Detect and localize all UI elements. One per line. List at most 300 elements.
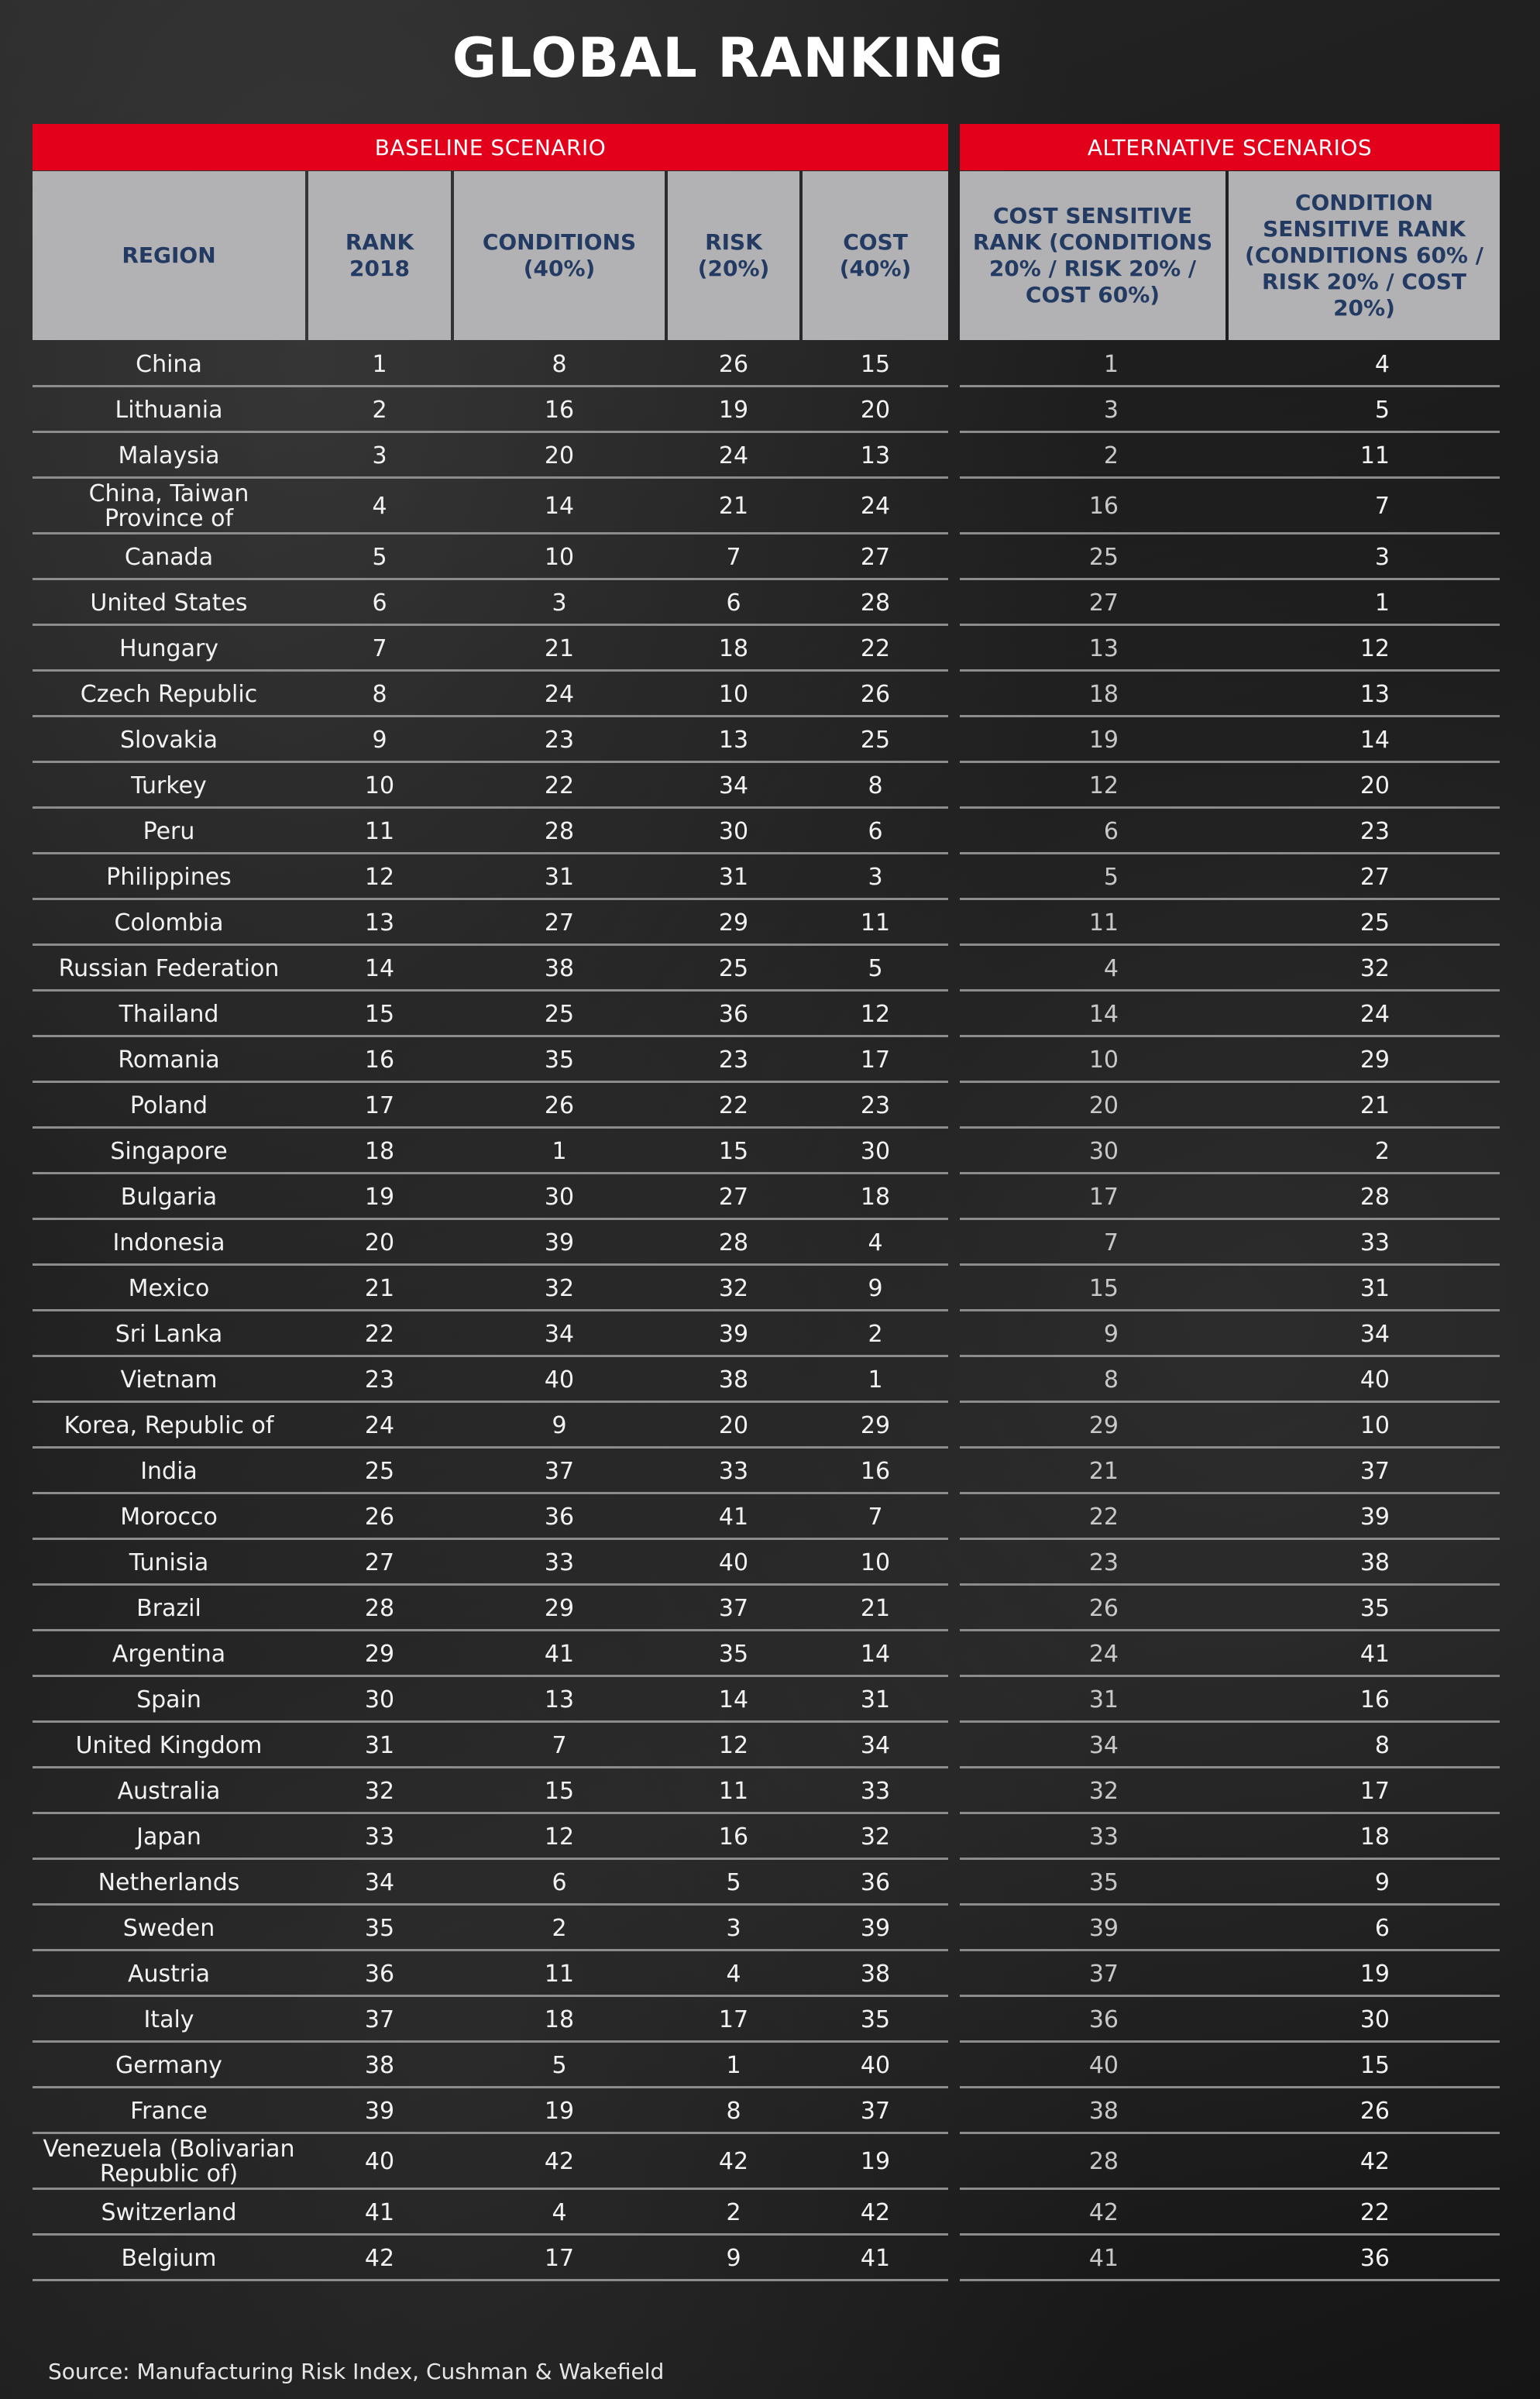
condition-sensitive-rank-cell: 25 xyxy=(1360,909,1390,937)
alternative-scenarios-header: ALTERNATIVE SCENARIOS xyxy=(960,124,1500,170)
risk-cell: 20 xyxy=(718,1411,749,1439)
cost-cell: 31 xyxy=(860,1686,891,1713)
region-cell: Mexico xyxy=(128,1274,210,1302)
condition-sensitive-rank-cell: 33 xyxy=(1360,1229,1390,1256)
column-header-risk: RISK (20%) xyxy=(668,171,799,340)
conditions-cell: 40 xyxy=(544,1366,575,1394)
conditions-cell: 29 xyxy=(544,1594,575,1622)
conditions-cell: 2 xyxy=(552,1914,567,1942)
cost-sensitive-rank-cell: 23 xyxy=(1088,1548,1119,1576)
cost-cell: 32 xyxy=(860,1823,891,1851)
condition-sensitive-rank-cell: 19 xyxy=(1360,1960,1390,1988)
cost-cell: 13 xyxy=(860,442,891,469)
risk-cell: 3 xyxy=(726,1914,741,1942)
region-cell: Slovakia xyxy=(120,726,218,754)
conditions-cell: 5 xyxy=(552,2051,567,2079)
rank-2018-cell: 6 xyxy=(372,589,387,617)
cost-sensitive-rank-cell: 38 xyxy=(1088,2097,1119,2125)
condition-sensitive-rank-cell: 31 xyxy=(1360,1274,1390,1302)
rank-2018-cell: 36 xyxy=(364,1960,395,1988)
cost-cell: 20 xyxy=(860,396,891,424)
conditions-cell: 11 xyxy=(544,1960,575,1988)
cost-cell: 30 xyxy=(860,1137,891,1165)
conditions-cell: 37 xyxy=(544,1457,575,1485)
region-cell: Bulgaria xyxy=(120,1183,218,1211)
risk-cell: 26 xyxy=(718,350,749,378)
region-cell: Belgium xyxy=(121,2244,217,2272)
rank-2018-cell: 39 xyxy=(364,2097,395,2125)
cost-cell: 36 xyxy=(860,1868,891,1896)
cost-sensitive-rank-cell: 41 xyxy=(1088,2244,1119,2272)
condition-sensitive-rank-cell: 28 xyxy=(1360,1183,1390,1211)
conditions-cell: 17 xyxy=(544,2244,575,2272)
region-cell: Russian Federation xyxy=(58,954,280,982)
condition-sensitive-rank-cell: 20 xyxy=(1360,772,1390,799)
cost-sensitive-rank-cell: 11 xyxy=(1088,909,1119,937)
conditions-cell: 41 xyxy=(544,1640,575,1668)
cost-sensitive-rank-cell: 33 xyxy=(1088,1823,1119,1851)
risk-cell: 22 xyxy=(718,1091,749,1119)
condition-sensitive-rank-cell: 11 xyxy=(1360,442,1390,469)
cost-sensitive-rank-cell: 3 xyxy=(1103,396,1119,424)
cost-cell: 16 xyxy=(860,1457,891,1485)
conditions-cell: 4 xyxy=(552,2198,567,2226)
region-cell: Romania xyxy=(118,1046,220,1074)
cost-cell: 28 xyxy=(860,589,891,617)
risk-cell: 35 xyxy=(718,1640,749,1668)
region-cell: Australia xyxy=(117,1777,221,1805)
cost-sensitive-rank-cell: 2 xyxy=(1103,442,1119,469)
cost-cell: 4 xyxy=(868,1229,883,1256)
cost-cell: 42 xyxy=(860,2198,891,2226)
cost-cell: 9 xyxy=(868,1274,883,1302)
rank-2018-cell: 21 xyxy=(364,1274,395,1302)
cost-sensitive-rank-cell: 36 xyxy=(1088,2005,1119,2033)
cost-sensitive-rank-cell: 10 xyxy=(1088,1046,1119,1074)
cost-cell: 15 xyxy=(860,350,891,378)
cost-sensitive-rank-cell: 30 xyxy=(1088,1137,1119,1165)
risk-cell: 10 xyxy=(718,680,749,708)
risk-cell: 30 xyxy=(718,817,749,845)
region-cell: Germany xyxy=(115,2051,222,2079)
cost-sensitive-rank-cell: 16 xyxy=(1088,493,1119,520)
rank-2018-cell: 26 xyxy=(364,1503,395,1531)
condition-sensitive-rank-cell: 26 xyxy=(1360,2097,1390,2125)
rank-2018-cell: 30 xyxy=(364,1686,395,1713)
conditions-cell: 31 xyxy=(544,863,575,891)
rank-2018-cell: 41 xyxy=(364,2198,395,2226)
rank-2018-cell: 40 xyxy=(364,2148,395,2175)
conditions-cell: 10 xyxy=(544,543,575,571)
cost-sensitive-rank-cell: 18 xyxy=(1088,680,1119,708)
cost-cell: 8 xyxy=(868,772,883,799)
condition-sensitive-rank-cell: 21 xyxy=(1360,1091,1390,1119)
risk-cell: 17 xyxy=(718,2005,749,2033)
cost-cell: 21 xyxy=(860,1594,891,1622)
conditions-cell: 21 xyxy=(544,634,575,662)
conditions-cell: 8 xyxy=(552,350,567,378)
cost-cell: 26 xyxy=(860,680,891,708)
conditions-cell: 16 xyxy=(544,396,575,424)
region-cell: Vietnam xyxy=(120,1366,218,1394)
cost-cell: 41 xyxy=(860,2244,891,2272)
risk-cell: 40 xyxy=(718,1548,749,1576)
region-cell: Netherlands xyxy=(98,1868,240,1896)
region-cell: Poland xyxy=(129,1091,208,1119)
region-cell: Hungary xyxy=(119,634,219,662)
cost-cell: 3 xyxy=(868,863,883,891)
region-cell: Korea, Republic of xyxy=(64,1411,274,1439)
baseline-scenario-header: BASELINE SCENARIO xyxy=(33,124,948,170)
conditions-cell: 25 xyxy=(544,1000,575,1028)
conditions-cell: 20 xyxy=(544,442,575,469)
cost-sensitive-rank-cell: 9 xyxy=(1103,1320,1119,1348)
cost-sensitive-rank-cell: 25 xyxy=(1088,543,1119,571)
rank-2018-cell: 25 xyxy=(364,1457,395,1485)
risk-cell: 24 xyxy=(718,442,749,469)
risk-cell: 6 xyxy=(726,589,741,617)
region-cell: Argentina xyxy=(112,1640,226,1668)
source-note: Source: Manufacturing Risk Index, Cushman & Wakefield xyxy=(48,2359,665,2384)
risk-cell: 39 xyxy=(718,1320,749,1348)
rank-2018-cell: 5 xyxy=(372,543,387,571)
cost-sensitive-rank-cell: 28 xyxy=(1088,2148,1119,2175)
cost-cell: 18 xyxy=(860,1183,891,1211)
rank-2018-cell: 1 xyxy=(372,350,387,378)
rank-2018-cell: 22 xyxy=(364,1320,395,1348)
condition-sensitive-rank-cell: 5 xyxy=(1374,396,1390,424)
conditions-cell: 32 xyxy=(544,1274,575,1302)
risk-cell: 16 xyxy=(718,1823,749,1851)
region-cell: Italy xyxy=(143,2005,194,2033)
region-cell: Peru xyxy=(143,817,195,845)
risk-cell: 27 xyxy=(718,1183,749,1211)
conditions-cell: 7 xyxy=(552,1731,567,1759)
risk-cell: 15 xyxy=(718,1137,749,1165)
risk-cell: 12 xyxy=(718,1731,749,1759)
cost-cell: 17 xyxy=(860,1046,891,1074)
conditions-cell: 12 xyxy=(544,1823,575,1851)
conditions-cell: 1 xyxy=(552,1137,567,1165)
rank-2018-cell: 12 xyxy=(364,863,395,891)
conditions-cell: 3 xyxy=(552,589,567,617)
cost-cell: 24 xyxy=(860,493,891,520)
cost-sensitive-rank-cell: 15 xyxy=(1088,1274,1119,1302)
cost-sensitive-rank-cell: 6 xyxy=(1103,817,1119,845)
cost-sensitive-rank-cell: 4 xyxy=(1103,954,1119,982)
cost-cell: 6 xyxy=(868,817,883,845)
cost-sensitive-rank-cell: 8 xyxy=(1103,1366,1119,1394)
condition-sensitive-rank-cell: 18 xyxy=(1360,1823,1390,1851)
region-cell: Japan xyxy=(136,1823,201,1851)
risk-cell: 33 xyxy=(718,1457,749,1485)
cost-sensitive-rank-cell: 39 xyxy=(1088,1914,1119,1942)
region-cell: China xyxy=(136,350,202,378)
cost-sensitive-rank-cell: 20 xyxy=(1088,1091,1119,1119)
risk-cell: 32 xyxy=(718,1274,749,1302)
conditions-cell: 22 xyxy=(544,772,575,799)
cost-cell: 33 xyxy=(860,1777,891,1805)
conditions-cell: 26 xyxy=(544,1091,575,1119)
risk-cell: 9 xyxy=(726,2244,741,2272)
region-cell: Spain xyxy=(136,1686,201,1713)
risk-cell: 31 xyxy=(718,863,749,891)
conditions-cell: 35 xyxy=(544,1046,575,1074)
region-cell: Indonesia xyxy=(112,1229,225,1256)
condition-sensitive-rank-cell: 42 xyxy=(1360,2148,1390,2175)
condition-sensitive-rank-cell: 16 xyxy=(1360,1686,1390,1713)
cost-sensitive-rank-cell: 32 xyxy=(1088,1777,1119,1805)
region-cell: India xyxy=(140,1457,198,1485)
conditions-cell: 9 xyxy=(552,1411,567,1439)
region-cell: Venezuela (Bolivarian Republic of) xyxy=(43,2136,295,2188)
condition-sensitive-rank-cell: 37 xyxy=(1360,1457,1390,1485)
conditions-cell: 42 xyxy=(544,2148,575,2175)
region-cell: Malaysia xyxy=(118,442,220,469)
rank-2018-cell: 29 xyxy=(364,1640,395,1668)
cost-sensitive-rank-cell: 37 xyxy=(1088,1960,1119,1988)
region-cell: Switzerland xyxy=(101,2198,237,2226)
conditions-cell: 23 xyxy=(544,726,575,754)
condition-sensitive-rank-cell: 36 xyxy=(1360,2244,1390,2272)
cost-cell: 34 xyxy=(860,1731,891,1759)
risk-cell: 34 xyxy=(718,772,749,799)
condition-sensitive-rank-cell: 27 xyxy=(1360,863,1390,891)
region-cell: United Kingdom xyxy=(75,1731,263,1759)
conditions-cell: 28 xyxy=(544,817,575,845)
condition-sensitive-rank-cell: 24 xyxy=(1360,1000,1390,1028)
risk-cell: 13 xyxy=(718,726,749,754)
rank-2018-cell: 8 xyxy=(372,680,387,708)
region-cell: China, Taiwan Province of xyxy=(88,480,249,532)
conditions-cell: 24 xyxy=(544,680,575,708)
cost-cell: 37 xyxy=(860,2097,891,2125)
rank-2018-cell: 3 xyxy=(372,442,387,469)
rank-2018-cell: 2 xyxy=(372,396,387,424)
region-cell: Brazil xyxy=(136,1594,201,1622)
conditions-cell: 34 xyxy=(544,1320,575,1348)
risk-cell: 5 xyxy=(726,1868,741,1896)
region-cell: Czech Republic xyxy=(80,680,258,708)
cost-sensitive-rank-cell: 7 xyxy=(1103,1229,1119,1256)
risk-cell: 21 xyxy=(718,493,749,520)
region-cell: Thailand xyxy=(119,1000,219,1028)
condition-sensitive-rank-cell: 8 xyxy=(1374,1731,1390,1759)
conditions-cell: 38 xyxy=(544,954,575,982)
rank-2018-cell: 9 xyxy=(372,726,387,754)
condition-sensitive-rank-cell: 35 xyxy=(1360,1594,1390,1622)
rank-2018-cell: 18 xyxy=(364,1137,395,1165)
condition-sensitive-rank-cell: 30 xyxy=(1360,2005,1390,2033)
cost-sensitive-rank-cell: 40 xyxy=(1088,2051,1119,2079)
cost-cell: 23 xyxy=(860,1091,891,1119)
rank-2018-cell: 33 xyxy=(364,1823,395,1851)
region-cell: Philippines xyxy=(106,863,232,891)
conditions-cell: 6 xyxy=(552,1868,567,1896)
condition-sensitive-rank-cell: 13 xyxy=(1360,680,1390,708)
conditions-cell: 36 xyxy=(544,1503,575,1531)
cost-cell: 19 xyxy=(860,2148,891,2175)
condition-sensitive-rank-cell: 10 xyxy=(1360,1411,1390,1439)
cost-sensitive-rank-cell: 29 xyxy=(1088,1411,1119,1439)
conditions-cell: 15 xyxy=(544,1777,575,1805)
conditions-cell: 33 xyxy=(544,1548,575,1576)
rank-2018-cell: 4 xyxy=(372,493,387,520)
cost-cell: 38 xyxy=(860,1960,891,1988)
region-cell: France xyxy=(130,2097,208,2125)
cost-cell: 10 xyxy=(860,1548,891,1576)
conditions-cell: 13 xyxy=(544,1686,575,1713)
cost-sensitive-rank-cell: 35 xyxy=(1088,1868,1119,1896)
risk-cell: 29 xyxy=(718,909,749,937)
condition-sensitive-rank-cell: 29 xyxy=(1360,1046,1390,1074)
rank-2018-cell: 13 xyxy=(364,909,395,937)
condition-sensitive-rank-cell: 15 xyxy=(1360,2051,1390,2079)
region-cell: Tunisia xyxy=(129,1548,209,1576)
conditions-cell: 39 xyxy=(544,1229,575,1256)
rank-2018-cell: 34 xyxy=(364,1868,395,1896)
rank-2018-cell: 17 xyxy=(364,1091,395,1119)
rank-2018-cell: 38 xyxy=(364,2051,395,2079)
cost-sensitive-rank-cell: 12 xyxy=(1088,772,1119,799)
cost-sensitive-rank-cell: 27 xyxy=(1088,589,1119,617)
condition-sensitive-rank-cell: 17 xyxy=(1360,1777,1390,1805)
risk-cell: 37 xyxy=(718,1594,749,1622)
region-cell: Austria xyxy=(128,1960,210,1988)
condition-sensitive-rank-cell: 22 xyxy=(1360,2198,1390,2226)
risk-cell: 23 xyxy=(718,1046,749,1074)
condition-sensitive-rank-cell: 6 xyxy=(1374,1914,1390,1942)
rank-2018-cell: 11 xyxy=(364,817,395,845)
region-cell: Colombia xyxy=(114,909,224,937)
cost-sensitive-rank-cell: 19 xyxy=(1088,726,1119,754)
risk-cell: 41 xyxy=(718,1503,749,1531)
conditions-cell: 19 xyxy=(544,2097,575,2125)
cost-cell: 2 xyxy=(868,1320,883,1348)
rank-2018-cell: 7 xyxy=(372,634,387,662)
cost-sensitive-rank-cell: 1 xyxy=(1103,350,1119,378)
cost-cell: 25 xyxy=(860,726,891,754)
condition-sensitive-rank-cell: 12 xyxy=(1360,634,1390,662)
cost-cell: 35 xyxy=(860,2005,891,2033)
cost-cell: 27 xyxy=(860,543,891,571)
condition-sensitive-rank-cell: 23 xyxy=(1360,817,1390,845)
cost-sensitive-rank-cell: 22 xyxy=(1088,1503,1119,1531)
risk-cell: 4 xyxy=(726,1960,741,1988)
cost-cell: 14 xyxy=(860,1640,891,1668)
rank-2018-cell: 23 xyxy=(364,1366,395,1394)
column-header-cost: COST (40%) xyxy=(803,171,948,340)
region-cell: Lithuania xyxy=(115,396,223,424)
cost-sensitive-rank-cell: 5 xyxy=(1103,863,1119,891)
cost-cell: 11 xyxy=(860,909,891,937)
region-cell: Morocco xyxy=(120,1503,218,1531)
region-cell: Canada xyxy=(124,543,214,571)
risk-cell: 8 xyxy=(726,2097,741,2125)
rank-2018-cell: 42 xyxy=(364,2244,395,2272)
column-header-conditions: CONDITIONS (40%) xyxy=(454,171,665,340)
cost-cell: 40 xyxy=(860,2051,891,2079)
condition-sensitive-rank-cell: 38 xyxy=(1360,1548,1390,1576)
rank-2018-cell: 16 xyxy=(364,1046,395,1074)
region-cell: Sri Lanka xyxy=(115,1320,223,1348)
rank-2018-cell: 20 xyxy=(364,1229,395,1256)
risk-cell: 1 xyxy=(726,2051,741,2079)
page-title: GLOBAL RANKING xyxy=(452,26,1005,90)
cost-sensitive-rank-cell: 24 xyxy=(1088,1640,1119,1668)
column-header-region: REGION xyxy=(33,171,305,340)
rank-2018-cell: 24 xyxy=(364,1411,395,1439)
condition-sensitive-rank-cell: 9 xyxy=(1374,1868,1390,1896)
risk-cell: 28 xyxy=(718,1229,749,1256)
cost-cell: 1 xyxy=(868,1366,883,1394)
region-cell: Sweden xyxy=(122,1914,215,1942)
condition-sensitive-rank-cell: 14 xyxy=(1360,726,1390,754)
rank-2018-cell: 27 xyxy=(364,1548,395,1576)
region-cell: Singapore xyxy=(110,1137,228,1165)
condition-sensitive-rank-cell: 2 xyxy=(1374,1137,1390,1165)
conditions-cell: 30 xyxy=(544,1183,575,1211)
row-divider xyxy=(960,2279,1500,2281)
column-header-condition-sensitive-rank: CONDITION SENSITIVE RANK (CONDITIONS 60% / RISK 20% / COST 20%) xyxy=(1229,171,1500,340)
condition-sensitive-rank-cell: 3 xyxy=(1374,543,1390,571)
cost-sensitive-rank-cell: 14 xyxy=(1088,1000,1119,1028)
risk-cell: 25 xyxy=(718,954,749,982)
cost-sensitive-rank-cell: 34 xyxy=(1088,1731,1119,1759)
cost-sensitive-rank-cell: 26 xyxy=(1088,1594,1119,1622)
risk-cell: 14 xyxy=(718,1686,749,1713)
condition-sensitive-rank-cell: 41 xyxy=(1360,1640,1390,1668)
rank-2018-cell: 14 xyxy=(364,954,395,982)
rank-2018-cell: 32 xyxy=(364,1777,395,1805)
condition-sensitive-rank-cell: 40 xyxy=(1360,1366,1390,1394)
row-divider xyxy=(33,2279,948,2281)
rank-2018-cell: 19 xyxy=(364,1183,395,1211)
rank-2018-cell: 31 xyxy=(364,1731,395,1759)
rank-2018-cell: 35 xyxy=(364,1914,395,1942)
conditions-cell: 18 xyxy=(544,2005,575,2033)
condition-sensitive-rank-cell: 39 xyxy=(1360,1503,1390,1531)
cost-cell: 7 xyxy=(868,1503,883,1531)
cost-cell: 29 xyxy=(860,1411,891,1439)
risk-cell: 7 xyxy=(726,543,741,571)
rank-2018-cell: 28 xyxy=(364,1594,395,1622)
column-header-rank-2018: RANK 2018 xyxy=(308,171,451,340)
risk-cell: 36 xyxy=(718,1000,749,1028)
cost-sensitive-rank-cell: 42 xyxy=(1088,2198,1119,2226)
risk-cell: 2 xyxy=(726,2198,741,2226)
risk-cell: 11 xyxy=(718,1777,749,1805)
cost-cell: 39 xyxy=(860,1914,891,1942)
condition-sensitive-rank-cell: 7 xyxy=(1374,493,1390,520)
rank-2018-cell: 15 xyxy=(364,1000,395,1028)
rank-2018-cell: 37 xyxy=(364,2005,395,2033)
region-cell: United States xyxy=(90,589,248,617)
condition-sensitive-rank-cell: 1 xyxy=(1374,589,1390,617)
condition-sensitive-rank-cell: 34 xyxy=(1360,1320,1390,1348)
condition-sensitive-rank-cell: 32 xyxy=(1360,954,1390,982)
condition-sensitive-rank-cell: 4 xyxy=(1374,350,1390,378)
cost-sensitive-rank-cell: 31 xyxy=(1088,1686,1119,1713)
cost-sensitive-rank-cell: 13 xyxy=(1088,634,1119,662)
risk-cell: 18 xyxy=(718,634,749,662)
cost-cell: 22 xyxy=(860,634,891,662)
rank-2018-cell: 10 xyxy=(364,772,395,799)
region-cell: Turkey xyxy=(131,772,207,799)
cost-cell: 12 xyxy=(860,1000,891,1028)
risk-cell: 42 xyxy=(718,2148,749,2175)
cost-cell: 5 xyxy=(868,954,883,982)
